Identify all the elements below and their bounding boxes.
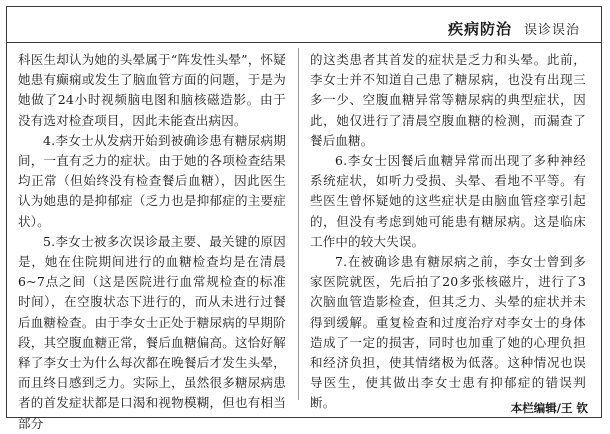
left-paragraph-1: 科医生却认为她的头晕属于“阵发性头晕”，怀疑她患有癫痫或发生了脑血管方面的问题，于是为她做了24小时视频脑电图和脑核磁造影。由于没有选对检查项目，因此未能查出病因。 bbox=[18, 52, 286, 128]
section-title: 疾病防治 bbox=[447, 20, 512, 38]
section-subtitle: 误诊误治 bbox=[523, 23, 580, 38]
right-column bbox=[310, 50, 586, 414]
right-paragraph-1: 的这类患者其首发的症状是乏力和头晕。此前，李女士并不知道自己患了糖尿病，也没有出现三多一少、空腹血糖异常等糖尿病的典型症状，因此，她仅进行了清晨空腹血糖的检测，而漏查了餐后血糖。 bbox=[310, 52, 586, 148]
left-column bbox=[18, 50, 286, 434]
left-paragraph-3: 5.李女士被多次误诊最主要、最关键的原因是，她在住院期间进行的血糖检查均是在清晨6~7点之间（这是医院进行血常规检查的标准时间），在空腹状态下进行的，而从未进行过餐后血糖检查。由于李女士正处于糖尿病的早期阶段，其空腹血糖正常，餐后血糖偏高。这恰好解释了李女士为什么每次都在晚餐后才发生头晕，而且终日感到乏力。实际上，虽然很多糖尿病患者的首发症状都是口渴和视物模糊，但也有相当部分 bbox=[18, 233, 286, 431]
right-paragraph-3: 7.在被确诊患有糖尿病之前，李女士曾到多家医院就医，先后拍了20多张核磁片，进行了3次脑血管造影检查，但其乏力、头晕的症状并未得到缓解。重复检查和过度治疗对李女士的身体造成了一定的损害，同时也加重了她的心理负担和经济负担，使其情绪极为低落。这种情况也误导医生，使其做出李女士患有抑郁症的错误判断。 bbox=[310, 254, 586, 411]
column-divider bbox=[298, 48, 299, 400]
page-header bbox=[6, 6, 602, 43]
right-paragraph-2: 6.李女士因餐后血糖异常而出现了多种神经系统症状，如听力受损、头晕、看地不平等。有些医生曾怀疑她的这些症状是由脑血管痉挛引起的，但没有考虑到她可能患有糖尿病。这是临床工作中的较大失误。 bbox=[310, 153, 586, 249]
editor-credit: 本栏编辑/王 钦 bbox=[510, 401, 588, 415]
left-paragraph-2: 4.李女士从发病开始到被确诊患有糖尿病期间，一直有乏力的症状。由于她的各项检查结果均正常（但始终没有检查餐后血糖），因此医生认为她患的是抑郁症（乏力也是抑郁症的主要症状）。 bbox=[18, 132, 286, 229]
